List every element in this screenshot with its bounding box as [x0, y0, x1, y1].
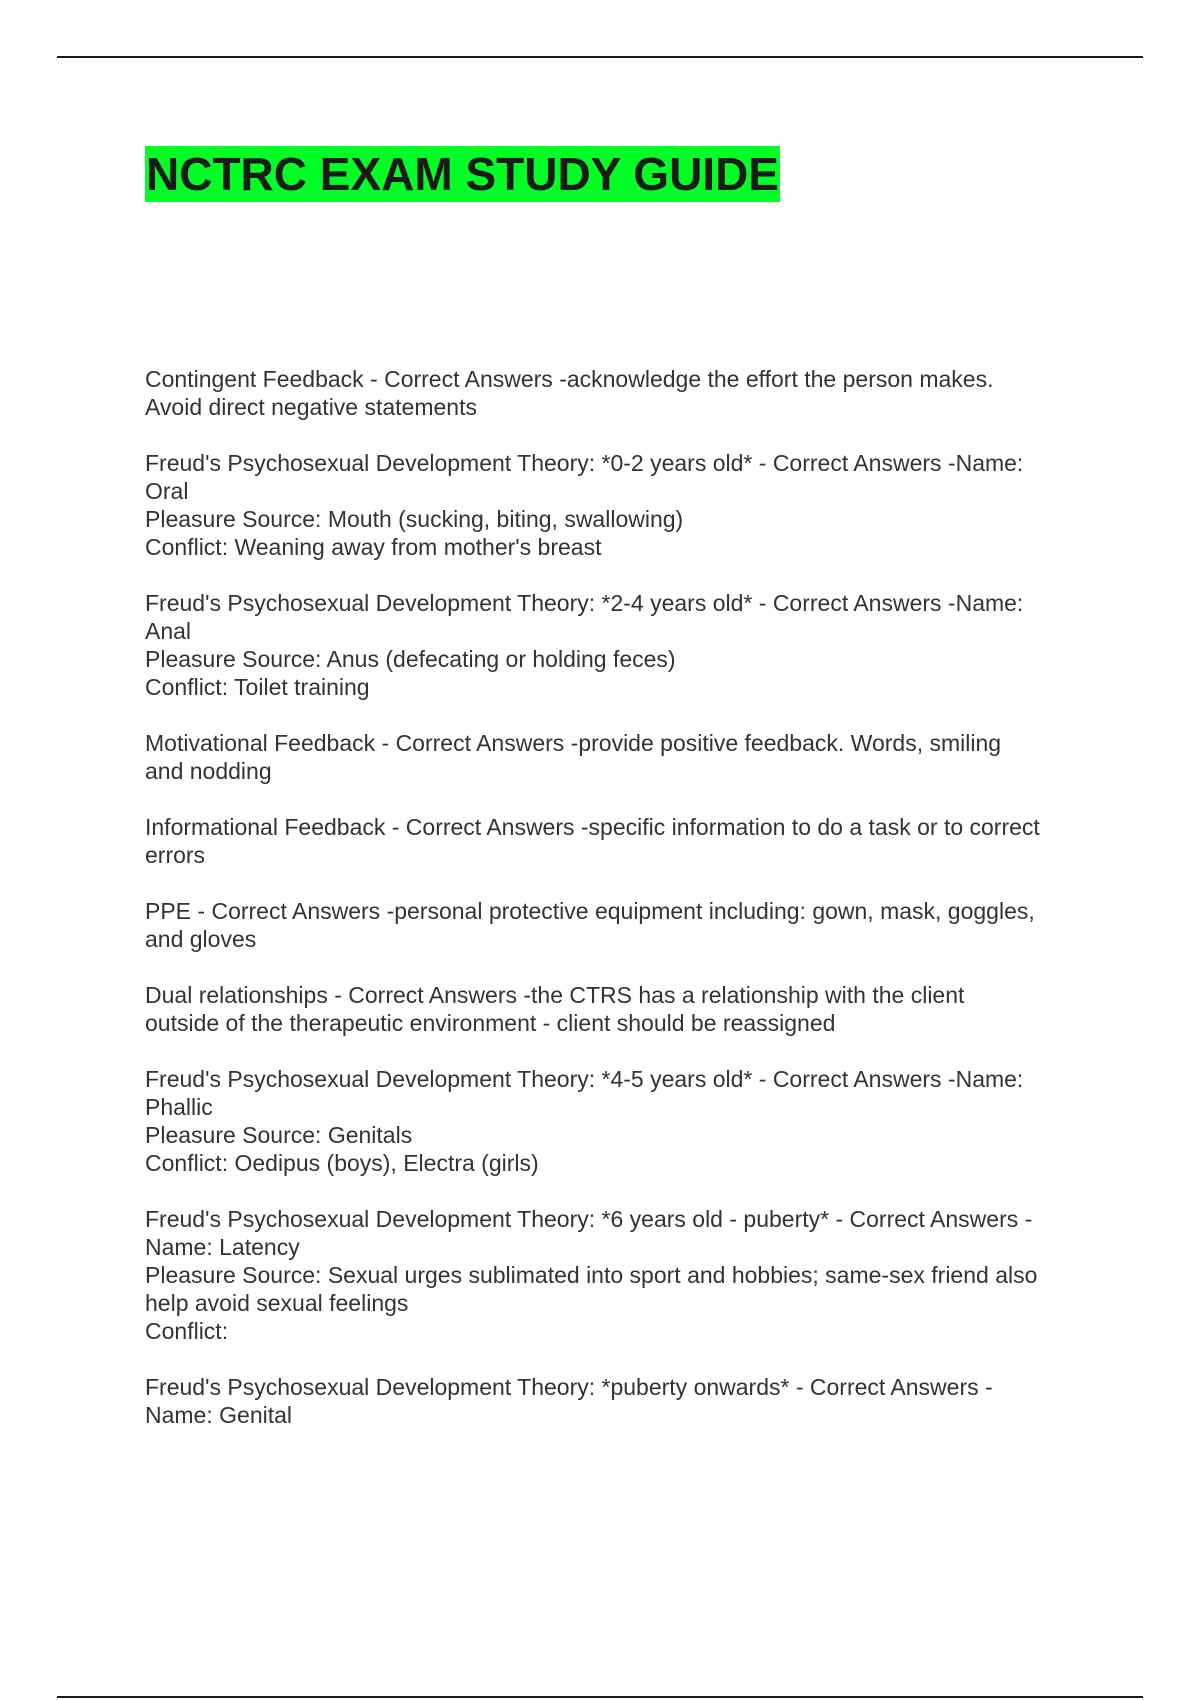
study-entry: [145, 589, 1095, 701]
study-entry: [145, 1065, 1095, 1177]
entry-line: Freud's Psychosexual Development Theory: *0-2 years old* - Correct Answers -Name:: [145, 450, 1024, 476]
entry-line: Anal: [145, 618, 192, 644]
entry-line: Pleasure Source: Genitals: [145, 1122, 413, 1148]
entry-line: Contingent Feedback - Correct Answers -acknowledge the effort the person makes.: [145, 366, 994, 392]
entry-line: Freud's Psychosexual Development Theory: *2-4 years old* - Correct Answers -Name:: [145, 590, 1024, 616]
entry-line: Pleasure Source: Anus (defecating or holding feces): [145, 646, 676, 672]
entry-line: Dual relationships - Correct Answers -the CTRS has a relationship with the client: [145, 982, 965, 1008]
entry-line: Conflict: Toilet training: [145, 674, 370, 700]
entry-line: and gloves: [145, 926, 257, 952]
entry-line: Oral: [145, 478, 189, 504]
entry-line: Name: Latency: [145, 1234, 300, 1260]
entry-line: and nodding: [145, 758, 272, 784]
entry-line: Pleasure Source: Sexual urges sublimated into sport and hobbies; same-sex friend also: [145, 1262, 1038, 1288]
entry-line: help avoid sexual feelings: [145, 1290, 409, 1316]
entry-line: Informational Feedback - Correct Answers -specific information to do a task or to correct: [145, 814, 1040, 840]
entry-line: Conflict: Oedipus (boys), Electra (girls): [145, 1150, 539, 1176]
page-title: NCTRC EXAM STUDY GUIDE: [146, 148, 779, 200]
entry-line: errors: [145, 842, 206, 868]
entry-line: Avoid direct negative statements: [145, 394, 477, 420]
study-entry: [145, 365, 1095, 421]
top-rule: [57, 56, 1143, 58]
study-entry: [145, 729, 1095, 785]
study-entry: [145, 1205, 1095, 1345]
entry-line: Freud's Psychosexual Development Theory: *puberty onwards* - Correct Answers -: [145, 1374, 993, 1400]
entry-line: Conflict: Weaning away from mother's breast: [145, 534, 602, 560]
entry-line: Motivational Feedback - Correct Answers -provide positive feedback. Words, smiling: [145, 730, 1002, 756]
entry-line: Phallic: [145, 1094, 213, 1120]
study-entries: [145, 365, 1095, 1457]
entry-line: Pleasure Source: Mouth (sucking, biting, swallowing): [145, 506, 684, 532]
entry-line: Conflict:: [145, 1318, 229, 1344]
study-entry: [145, 897, 1095, 953]
entry-line: Name: Genital: [145, 1402, 293, 1428]
study-entry: [145, 449, 1095, 561]
entry-line: Freud's Psychosexual Development Theory: *6 years old - puberty* - Correct Answers -: [145, 1206, 1033, 1232]
entry-line: outside of the therapeutic environment - client should be reassigned: [145, 1010, 836, 1036]
bottom-rule: [57, 1696, 1143, 1698]
study-entry: [145, 813, 1095, 869]
entry-line: PPE - Correct Answers -personal protective equipment including: gown, mask, goggles,: [145, 898, 1035, 924]
study-entry: [145, 981, 1095, 1037]
entry-line: Freud's Psychosexual Development Theory: *4-5 years old* - Correct Answers -Name:: [145, 1066, 1024, 1092]
study-entry: [145, 1373, 1095, 1429]
